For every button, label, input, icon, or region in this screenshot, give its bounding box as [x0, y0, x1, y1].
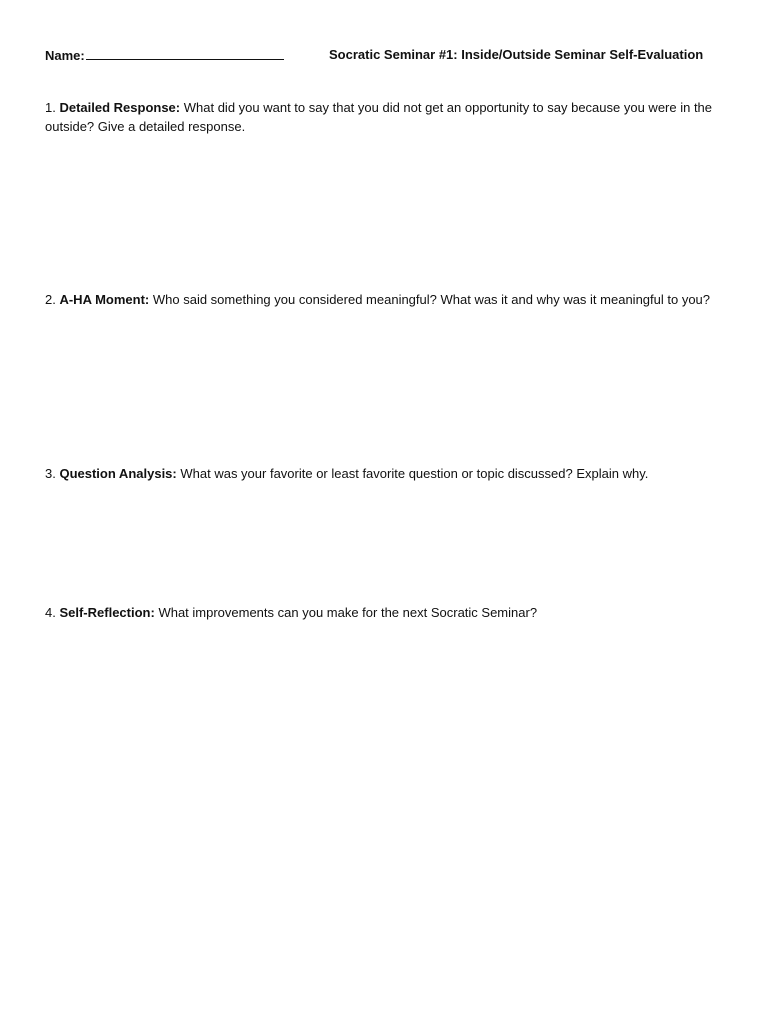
answer-area-3[interactable] — [45, 490, 713, 595]
question-number: 2. — [45, 292, 56, 307]
name-blank-line[interactable] — [86, 47, 284, 60]
answer-area-1[interactable] — [45, 140, 713, 280]
question-number: 1. — [45, 100, 56, 115]
question-label: Self-Reflection: — [59, 605, 155, 620]
name-label: Name: — [45, 48, 85, 63]
question-3 — [45, 464, 713, 483]
question-4 — [45, 603, 713, 622]
question-label: A-HA Moment: — [59, 292, 150, 307]
question-number: 4. — [45, 605, 56, 620]
question-label: Detailed Response: — [59, 100, 181, 115]
question-1 — [45, 98, 713, 136]
question-text: Who said something you considered meaningful? What was it and why was it meaningful to you? — [152, 292, 711, 307]
question-label: Question Analysis: — [59, 466, 177, 481]
worksheet-header — [45, 47, 735, 63]
worksheet-title: Socratic Seminar #1: Inside/Outside Seminar Self-Evaluation — [329, 47, 704, 62]
question-2 — [45, 290, 713, 309]
question-number: 3. — [45, 466, 56, 481]
question-text: What did you want to say that you did not get an opportunity to say because you were in the outside? Give a detailed response. — [45, 100, 713, 134]
answer-area-4[interactable] — [45, 630, 713, 990]
question-text: What improvements can you make for the next Socratic Seminar? — [158, 605, 538, 620]
answer-area-2[interactable] — [45, 315, 713, 455]
question-text: What was your favorite or least favorite question or topic discussed? Explain why. — [180, 466, 649, 481]
